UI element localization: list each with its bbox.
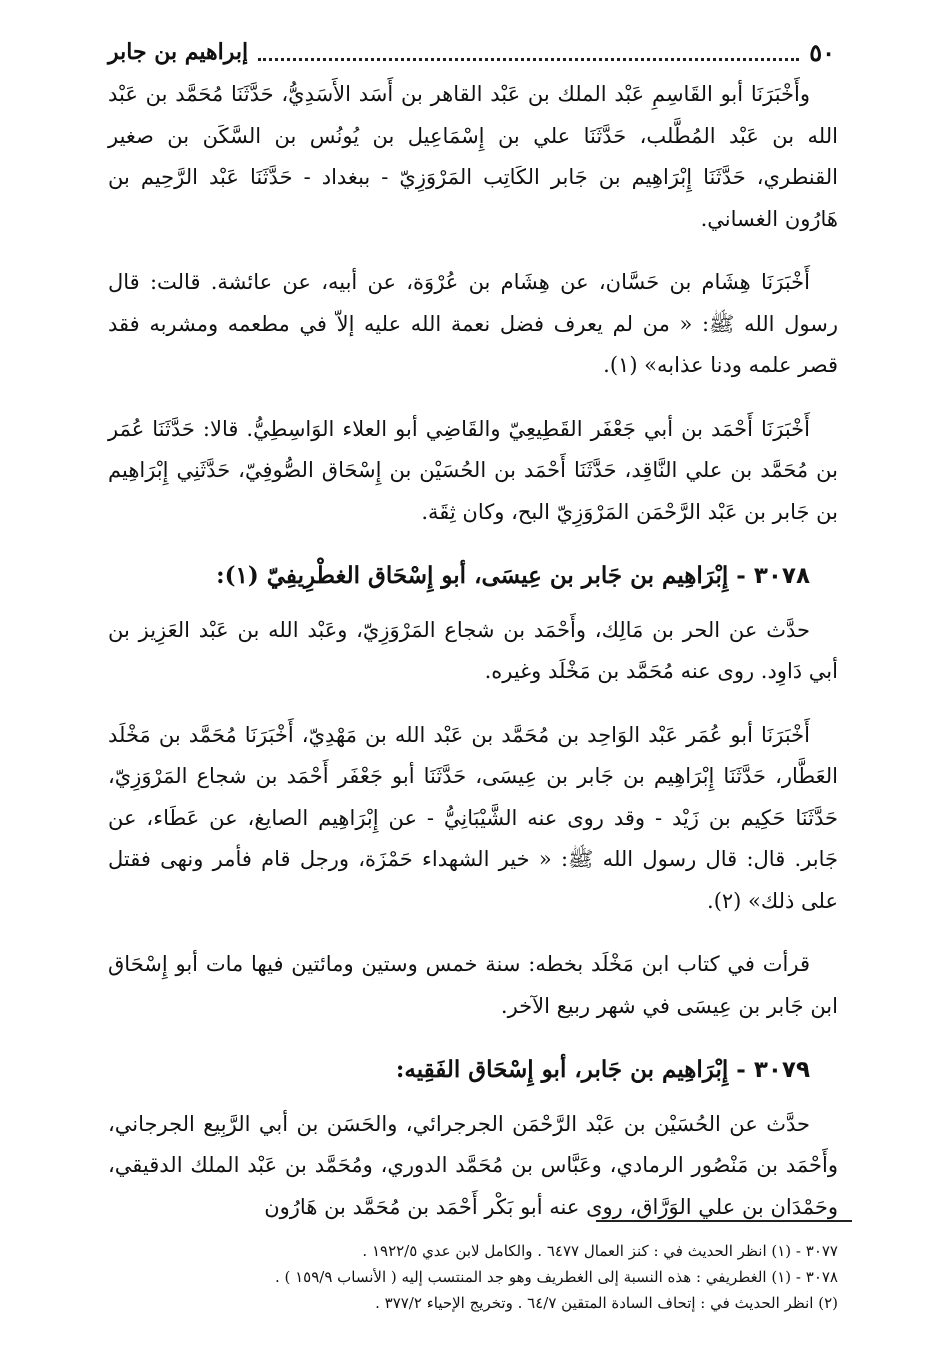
main-text [108, 74, 838, 1250]
footnote-divider [596, 1220, 852, 1222]
entry-title: - إِبْرَاهِيم بن جَابر بن عِيسَى، أبو إِسْحَاق الغطْرِيفِيّ (١): [216, 562, 746, 589]
page-number: ٥٠ [809, 37, 835, 67]
footnotes [210, 1238, 838, 1316]
entry-title: - إِبْرَاهِيم بن جَابر، أبو إِسْحَاق الفَقِيه: [395, 1056, 746, 1083]
paragraph: وأَخْبَرَنَا أبو القَاسِمِ عَبْد الملك بن عَبْد القاهر بن أَسَد الأَسَدِيُّ، حَدَّثَنَا مُحَمَّد بن عَبْد الله بن عَبْد المُطَّلب، حَدَّثَنَا علي بن إِسْمَاعِيل بن يُونُس بن السَّكَن بن صغير القنطري، حَدَّثَنَا إِبْرَاهِيم بن جَابر الكَاتِب المَرْوَزِيّ - ببغداد - حَدَّثَنَا عَبْد الرَّحِيم بن هَارُون الغساني. [108, 82, 838, 231]
footnote: ٣٠٧٨ - (١) الغطريفي : هذه النسبة إلى الغطريف وهو جد المنتسب إليه ( الأنساب ١٥٩/٩ ) . [274, 1268, 838, 1286]
header-dotted-leader [258, 44, 799, 61]
paragraph: حدَّث عن الحُسَيْن بن عَبْد الرَّحْمَن الجرجرائي، والحَسَن بن أبي الرَّبِيع الجرجاني، وأَحْمَد بن مَنْصُور الرمادي، وعَبَّاس بن مُحَمَّد الدوري، ومُحَمَّد بن عَبْد الملك الدقيقي، وحَمْدَان بن علي الوَرَّاق، روى عنه أبو بَكْر أَحْمَد بن مُحَمَّد بن هَارُون [108, 1111, 838, 1219]
paragraph: أَخْبَرَنَا أبو عُمَر عَبْد الوَاحِد بن مُحَمَّد بن عَبْد الله بن مَهْدِيّ، أَخْبَرَنَا مُحَمَّد بن مَخْلَد العَطَّار، حَدَّثَنَا إِبْرَاهِيم بن جَابر بن عِيسَى، حَدَّثَنَا أبو جَعْفَر أَحْمَد بن شجاع المَرْوَزِيّ، حَدَّثَنَا حَكِيم بن زَيْد - وقد روى عنه الشَّيْبَانِيُّ - عن إِبْرَاهِيم الصايغ، عن عَطَاء، عن جَابر. قال: قال رسول الله ﷺ: « خير الشهداء حَمْزَة، ورجل قام فأمر ونهى فقتل على ذلك» (٢). [108, 722, 838, 913]
entry-number: ٣٠٧٨ [753, 563, 810, 589]
running-title: إبراهيم بن جابر [108, 39, 249, 65]
footnote: ٣٠٧٧ - (١) انظر الحديث في : كنز العمال ٦٤٧٧ . والكامل لابن عدي ١٩٢٢/٥ . [362, 1242, 838, 1260]
entry-number: ٣٠٧٩ [753, 1057, 810, 1083]
footnote: (٢) انظر الحديث في : إتحاف السادة المتقين ٦٤/٧ . وتخريج الإحياء ٣٧٧/٢ . [375, 1294, 838, 1312]
paragraph: قرأت في كتاب ابن مَخْلَد بخطه: سنة خمس وستين ومائتين فيها مات أبو إِسْحَاق ابن جَابر بن عِيسَى في شهر ربيع الآخر. [108, 952, 838, 1018]
paragraph: حدَّث عن الحر بن مَالِك، وأَحْمَد بن شجاع المَرْوَزِيّ، وعَبْد الله بن عَبْد العَزِيز بن أبي دَاوِد. روى عنه مُحَمَّد بن مَخْلَد وغيره. [108, 617, 838, 683]
entry-heading-3079 [108, 1049, 838, 1092]
paragraph: أَخْبَرَنَا أَحْمَد بن أبي جَعْفَر القَطِيعِيّ والقَاضِي أبو العلاء الوَاسِطِيُّ. قالا: حَدَّثَنَا عُمَر بن مُحَمَّد بن علي النَّاقِد، حَدَّثَنَا أَحْمَد بن الحُسَيْن بن إِسْحَاق الصُّوفِيّ، حَدَّثَنِي إِبْرَاهِيم بن جَابر بن عَبْد الرَّحْمَن المَرْوَزِيّ البح، وكان ثِقَة. [108, 416, 838, 524]
paragraph: أَخْبَرَنَا هِشَام بن حَسَّان، عن هِشَام بن عُرْوَة، عن أبيه، عن عائشة. قالت: قال رسول الله ﷺ: « من لم يعرف فضل نعمة الله عليه إلاّ في مطعمه ومشربه فقد قصر علمه ودنا عذابه» (١). [108, 270, 838, 377]
page-header [108, 34, 835, 70]
entry-heading-3078 [108, 555, 838, 598]
